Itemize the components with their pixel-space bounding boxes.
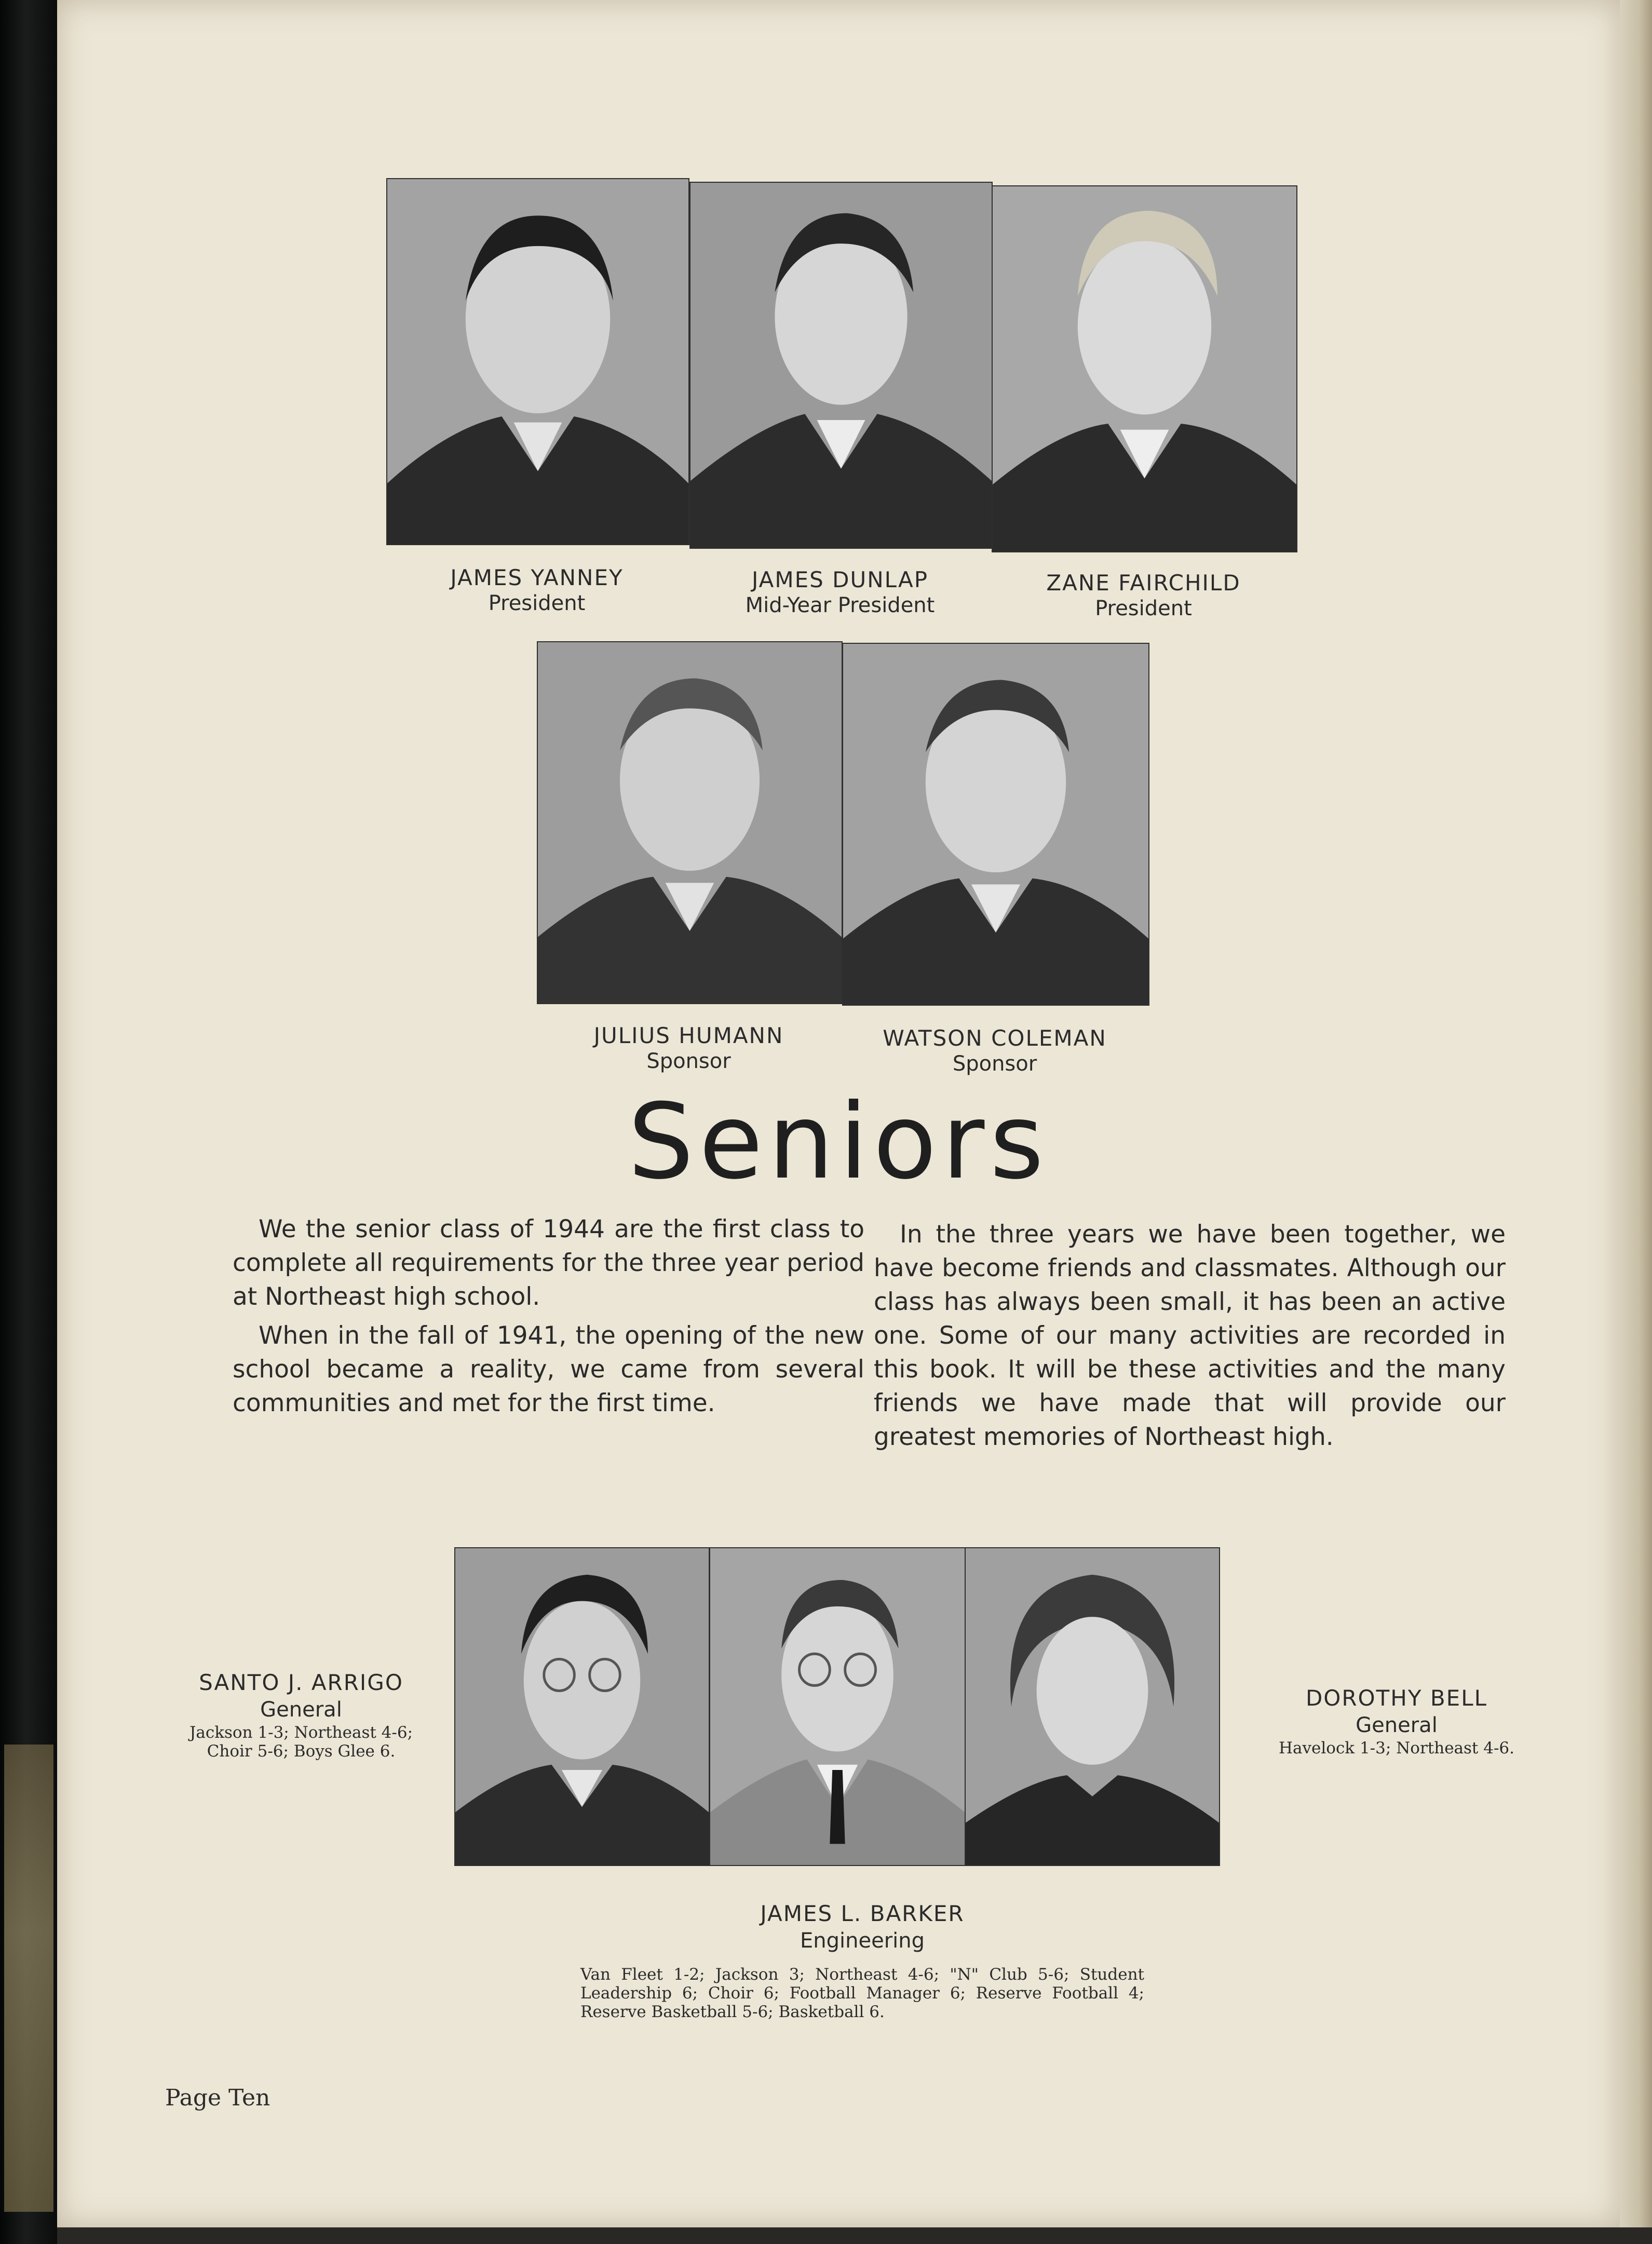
intro-left-paragraph-1: We the senior class of 1944 are the first class to complete all requirements for the three year period at Northeast high school. [233, 1215, 864, 1311]
senior-name: SANTO J. ARRIGO [199, 1670, 403, 1695]
page-stack-edge [1620, 0, 1652, 2244]
book-bottom-edge [57, 2227, 1652, 2244]
page-title: Seniors [628, 1082, 1049, 1202]
portrait-james-yanney [386, 178, 689, 545]
senior-course: General [1356, 1713, 1438, 1737]
officer-role: President [488, 591, 586, 615]
senior-caption-arrigo [156, 1669, 446, 1761]
page-number: Page Ten [165, 2085, 270, 2111]
senior-course: General [260, 1698, 342, 1722]
intro-right-paragraph: In the three years we have been together, we have become friends and classmates. Although our class has always been small, it has been an active one. Some of our many activities are recorded in this book. It will be these activities and the many friends we have made that will provide our greatest memories of Northeast high. [874, 1220, 1506, 1451]
senior-name: JAMES L. BARKER [760, 1901, 965, 1926]
officer-caption-3 [992, 570, 1295, 621]
senior-activities-barker: Van Fleet 1-2; Jackson 3; Northeast 4-6; "N" Club 5-6; Student Leadership 6; Choir 6; Football Manager 6; Reserve Football 4; Reserve Basketball 5-6; Basketball 6. [580, 1965, 1144, 2021]
officer-role: President [1095, 597, 1192, 620]
portrait-dorothy-bell [965, 1547, 1220, 1866]
senior-activities: Jackson 1-3; Northeast 4-6; Choir 5-6; Boys Glee 6. [189, 1723, 413, 1761]
officer-name: JAMES DUNLAP [751, 567, 929, 592]
senior-name: DOROTHY BELL [1305, 1685, 1488, 1711]
sponsor-role: Sponsor [952, 1052, 1037, 1076]
intro-left-paragraph-2: When in the fall of 1941, the opening of the new school became a reality, we came from several communities and met for the first time. [233, 1321, 864, 1417]
portrait-james-barker [709, 1547, 966, 1866]
sponsor-role: Sponsor [646, 1049, 731, 1073]
officer-name: JAMES YANNEY [450, 565, 624, 590]
officer-caption-1 [386, 565, 687, 616]
yearbook-page [57, 0, 1620, 2227]
spine-gold-band [4, 1745, 53, 2212]
senior-activities: Havelock 1-3; Northeast 4-6. [1278, 1739, 1515, 1758]
senior-caption-barker [580, 1900, 1144, 1954]
portrait-james-dunlap [689, 182, 993, 549]
senior-course: Engineering [800, 1929, 925, 1953]
officer-role: Mid-Year President [745, 593, 935, 617]
sponsor-caption-2 [842, 1025, 1147, 1076]
sponsor-caption-1 [537, 1023, 841, 1074]
sponsor-name: JULIUS HUMANN [593, 1023, 784, 1048]
senior-caption-bell [1225, 1685, 1568, 1758]
officer-name: ZANE FAIRCHILD [1046, 570, 1241, 596]
portrait-zane-fairchild [992, 185, 1297, 552]
portrait-watson-coleman [842, 643, 1149, 1006]
portrait-julius-humann [537, 641, 843, 1004]
sponsor-name: WATSON COLEMAN [883, 1025, 1107, 1051]
officer-caption-2 [689, 567, 991, 618]
portrait-santo-arrigo [454, 1547, 710, 1866]
